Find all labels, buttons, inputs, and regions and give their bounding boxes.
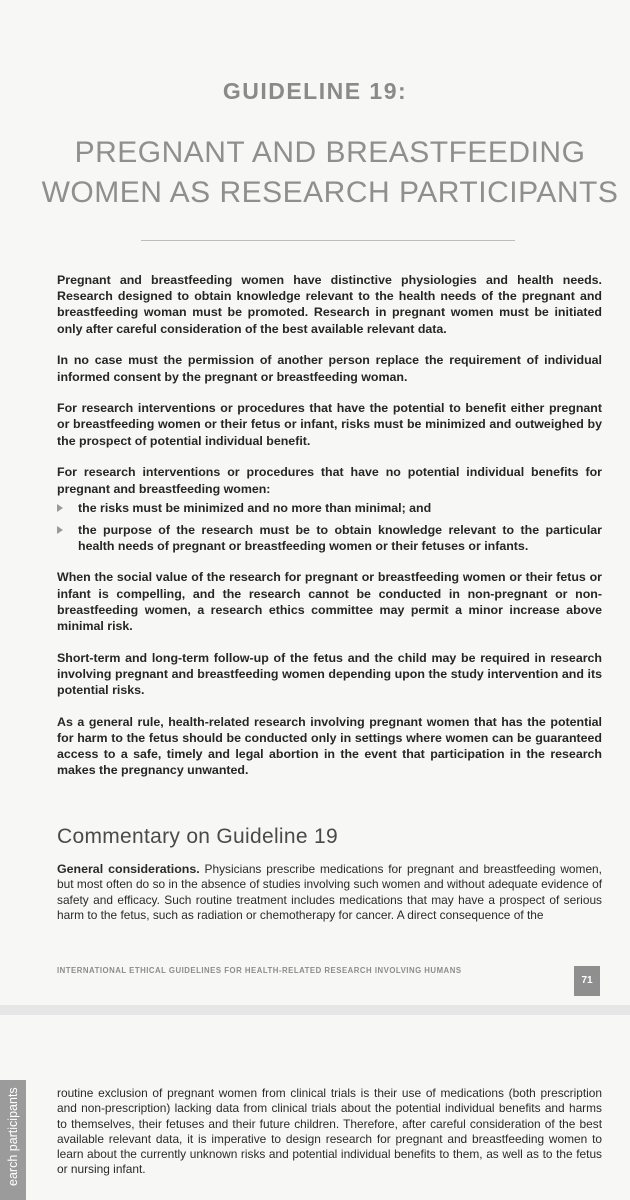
side-tab-label: earch participants <box>6 1087 20 1186</box>
commentary-text: Physicians prescribe medications for pregnant and breastfeeding women, but most often do so in the absence of studies involving such women and without adequate evidence of safety and efficacy. Such routine treatment includes medications that may have a prospect of serious harm to the fetus, such as radiation or chemotherapy for cancer. A direct consequence of the <box>57 862 602 922</box>
bullet-item <box>57 500 602 516</box>
guideline-text <box>57 272 602 794</box>
page-number: 71 <box>574 966 600 996</box>
bullet-text: the risks must be minimized and no more than minimal; and <box>78 500 432 515</box>
guideline-paragraph: For research interventions or procedures that have no potential individual benefits for pregnant and breastfeeding women: <box>57 465 602 496</box>
bullet-item <box>57 522 602 554</box>
bullet-text: the purpose of the research must be to obtain knowledge relevant to the particular health needs of pregnant or breastfeeding women or their fetuses or infants. <box>78 522 602 554</box>
guideline-number: GUIDELINE 19: <box>222 78 408 104</box>
title-divider <box>141 240 515 241</box>
commentary-heading: Commentary on Guideline 19 <box>57 825 338 848</box>
bullet-triangle-icon <box>57 526 63 534</box>
bullet-triangle-icon <box>57 504 63 512</box>
running-footer: INTERNATIONAL ETHICAL GUIDELINES FOR HEALTH-RELATED RESEARCH INVOLVING HUMANS <box>57 966 462 975</box>
guideline-paragraph: For research interventions or procedures that have the potential to benefit either pregnant or breastfeeding women or their fetus or infant, risks must be minimized and outweighed by the prospect of potential individual benefit. <box>57 401 602 448</box>
guideline-paragraph: As a general rule, health-related research involving pregnant women that has the potential for harm to the fetus should be conducted only in settings where women can be guaranteed access to a safe, timely and legal abortion in the event that participation in the research makes the pregnancy unwanted. <box>57 714 602 778</box>
guideline-paragraph: Short-term and long-term follow-up of the fetus and the child may be required in research involving pregnant and breastfeeding women depending upon the study intervention and its potential risks. <box>57 650 602 698</box>
commentary-body <box>57 862 602 923</box>
next-page-text: routine exclusion of pregnant women from clinical trials is their use of medications (both prescription and non-prescription) lacking data from clinical trials about the potential individual benefits and harms to themselves, their fetuses and their future children. Therefore, after careful consideration of the best available relevant data, it is imperative to design research for pregnant and breastfeeding women to learn about the currently unknown risks and potential individual benefits to them, as well as to the fetus or nursing infant. <box>57 1086 602 1177</box>
guideline-paragraph: Pregnant and breastfeeding women have distinctive physiologies and health needs. Research designed to obtain knowledge relevant to the health needs of the pregnant and breastfeeding woman must be promoted. Research in pregnant women must be initiated only after careful consideration of the best available relevant data. <box>57 273 602 336</box>
guideline-paragraph: When the social value of the research for pregnant or breastfeeding women or their fetus or infant is compelling, and the research cannot be conducted in non-pregnant or non-breastfeeding women, a research ethics committee may permit a minor increase above minimal risk. <box>57 570 602 633</box>
guideline-title <box>30 133 630 213</box>
chapter-side-tab <box>0 1080 26 1200</box>
guideline-paragraph: In no case must the permission of another person replace the requirement of individual informed consent by the pregnant or breastfeeding woman. <box>57 353 602 384</box>
page-gap <box>0 1005 630 1015</box>
bullet-list <box>57 500 602 555</box>
guideline-title-line-1: PREGNANT AND BREASTFEEDING <box>74 136 586 169</box>
commentary-lead: General considerations. <box>57 862 200 876</box>
guideline-title-line-2: WOMEN AS RESEARCH PARTICIPANTS <box>41 176 619 209</box>
